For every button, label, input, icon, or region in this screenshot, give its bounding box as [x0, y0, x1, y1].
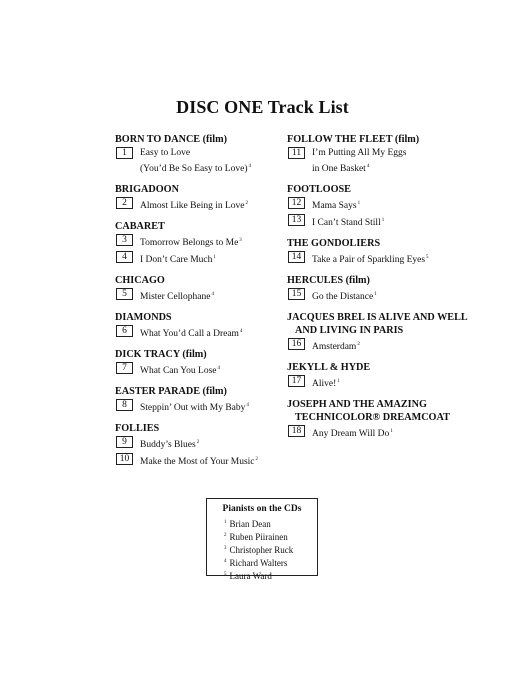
pianist-ref: 4: [239, 329, 243, 334]
track-title: [312, 197, 360, 213]
track-title-text: Alive!: [312, 379, 337, 389]
track-title-text: What You’d Call a Dream: [140, 329, 239, 339]
pianist-name: Ruben Piirainen: [229, 532, 288, 542]
track-row: [287, 425, 467, 441]
pianist-name: Brian Dean: [229, 519, 271, 529]
track-title-line: [312, 251, 429, 267]
show-title-line: CHICAGO: [115, 275, 165, 286]
track-title-line: [312, 288, 377, 304]
show-block: [115, 183, 280, 213]
show-title: [115, 385, 280, 398]
show-block: [287, 237, 467, 267]
track-number: 17: [288, 375, 305, 387]
show-title: [115, 220, 280, 233]
track-title-line: [312, 214, 384, 230]
show-title: [115, 133, 280, 146]
pianist-ref: 2: [255, 457, 259, 462]
track-title-line: [140, 362, 220, 378]
track-row: [115, 399, 280, 415]
track-title-line: [312, 338, 360, 354]
show-title: [287, 398, 467, 424]
show-title-line: CABARET: [115, 221, 165, 232]
track-title: [140, 251, 216, 267]
track-number: 12: [288, 197, 305, 209]
pianist-ref: 1: [213, 255, 216, 260]
track-title-text: What Can You Lose: [140, 366, 217, 376]
show-block: [287, 311, 467, 354]
show-title-line: AND LIVING IN PARIS: [295, 325, 404, 336]
track-title: [140, 197, 248, 213]
show-title: [287, 183, 467, 196]
track-row: [287, 375, 467, 391]
pianist-name: Richard Walters: [229, 558, 288, 568]
show-title-line: FOLLIES: [115, 423, 160, 434]
track-title: [140, 147, 251, 176]
track-title-text: Mister Cellophane: [140, 292, 211, 302]
left-column: [115, 133, 280, 476]
pianist-ref: 5: [426, 255, 429, 260]
track-title-line: [312, 375, 340, 391]
track-title-text: I Don’t Care Much: [140, 255, 213, 265]
show-title: [287, 237, 467, 250]
track-number: 3: [116, 234, 133, 246]
show-block: [115, 385, 280, 415]
pianist-ref: 3: [239, 238, 242, 243]
show-block: [115, 274, 280, 304]
track-row: [287, 251, 467, 267]
show-title-line: JEKYLL & HYDE: [287, 362, 371, 373]
show-title: [287, 133, 467, 146]
pianist-entry: [207, 569, 317, 582]
pianist-ref: 2: [245, 201, 248, 206]
show-title-line: THE GONDOLIERS: [287, 238, 381, 249]
show-title: [115, 311, 280, 324]
track-title: [140, 453, 258, 469]
pianist-ref: 2: [357, 342, 360, 347]
pianist-ref: 1: [381, 218, 385, 223]
track-title-line: [140, 251, 216, 267]
track-number: 11: [288, 147, 305, 159]
track-row: [287, 147, 467, 176]
track-number: 14: [288, 251, 305, 263]
track-title-line: [140, 288, 214, 304]
track-number: 13: [288, 214, 305, 226]
pianist-number: 5: [224, 572, 227, 577]
show-title-line: FOOTLOOSE: [287, 184, 351, 195]
track-row: [115, 362, 280, 378]
track-title-text: I Can’t Stand Still: [312, 218, 381, 228]
pianist-number: 1: [224, 520, 227, 525]
pianist-name: Laura Ward: [229, 571, 272, 581]
show-block: [287, 133, 467, 176]
track-title: [140, 234, 242, 250]
track-title: [312, 338, 360, 354]
show-title: [287, 274, 467, 287]
pianist-number: 4: [224, 559, 227, 564]
track-row: [287, 288, 467, 304]
track-title: [312, 214, 384, 230]
track-title: [140, 325, 242, 341]
pianist-number: 3: [224, 546, 227, 551]
track-row: [115, 147, 280, 176]
pianist-ref: 4: [248, 164, 251, 169]
track-number: 8: [116, 399, 133, 411]
pianist-entry: [207, 517, 317, 530]
show-title: [115, 422, 280, 435]
show-block: [115, 422, 280, 469]
show-title-line: TECHNICOLOR® DREAMCOAT: [295, 412, 450, 423]
track-title: [140, 362, 220, 378]
show-block: [115, 311, 280, 341]
pianist-entry: [207, 556, 317, 569]
show-block: [115, 348, 280, 378]
show-title: [115, 348, 280, 361]
track-number: 16: [288, 338, 305, 350]
pianist-ref: 2: [196, 440, 200, 445]
pianist-ref: 1: [390, 429, 393, 434]
show-title: [115, 183, 280, 196]
track-title-text: (You’d Be So Easy to Love): [140, 164, 248, 174]
pianist-ref: 4: [366, 164, 370, 169]
track-title-line: [312, 197, 360, 213]
track-number: 2: [116, 197, 133, 209]
track-title-text: Make the Most of Your Music: [140, 457, 255, 467]
show-block: [287, 183, 467, 230]
show-title: [287, 311, 467, 337]
track-title-line: I’m Putting All My Eggs: [312, 148, 407, 158]
track-number: 9: [116, 436, 133, 448]
pianist-entry: [207, 530, 317, 543]
track-row: [115, 251, 280, 267]
track-title-line: [312, 425, 393, 441]
show-title-line: JACQUES BREL IS ALIVE AND WELL: [287, 312, 468, 323]
track-title: [140, 399, 249, 415]
track-title-line: [140, 453, 258, 469]
track-title-line: [312, 160, 406, 176]
track-title-text: Buddy’s Blues: [140, 440, 196, 450]
track-row: [115, 197, 280, 213]
right-column: [287, 133, 467, 448]
track-number: 5: [116, 288, 133, 300]
track-row: [287, 197, 467, 213]
track-title-text: Mama Says: [312, 201, 357, 211]
show-block: [287, 398, 467, 441]
pianist-ref: 4: [217, 366, 221, 371]
pianist-entry: [207, 543, 317, 556]
track-title-line: [140, 399, 249, 415]
show-block: [287, 274, 467, 304]
show-block: [115, 220, 280, 267]
track-number: 18: [288, 425, 305, 437]
track-title-line: [140, 197, 248, 213]
show-title-line: JOSEPH AND THE AMAZING: [287, 399, 427, 410]
show-title: [287, 361, 467, 374]
track-row: [115, 453, 280, 469]
track-title-line: [140, 325, 242, 341]
track-title-line: Easy to Love: [140, 148, 191, 158]
show-title-line: DICK TRACY (film): [115, 349, 207, 360]
show-block: [287, 361, 467, 391]
track-number: 1: [116, 147, 133, 159]
show-title-line: FOLLOW THE FLEET (film): [287, 134, 420, 145]
track-title: [312, 288, 377, 304]
pianist-list: [207, 517, 317, 582]
track-number: 4: [116, 251, 133, 263]
track-title-text: in One Basket: [312, 164, 366, 174]
track-title: [140, 436, 199, 452]
pianist-ref: 1: [374, 292, 377, 297]
track-row: [115, 288, 280, 304]
track-title-text: Steppin’ Out with My Baby: [140, 403, 246, 413]
track-title: [312, 375, 340, 391]
pianist-name: Christopher Ruck: [229, 545, 294, 555]
track-title-text: Almost Like Being in Love: [140, 201, 245, 211]
show-title-line: HERCULES (film): [287, 275, 370, 286]
pianist-number: 2: [224, 533, 227, 538]
track-number: 15: [288, 288, 305, 300]
show-block: [115, 133, 280, 176]
track-row: [287, 214, 467, 230]
pianist-ref: 4: [246, 403, 249, 408]
track-number: 6: [116, 325, 133, 337]
pianist-ref: 1: [357, 201, 361, 206]
track-number: 7: [116, 362, 133, 374]
show-title-line: BRIGADOON: [115, 184, 179, 195]
show-title-line: BORN TO DANCE (film): [115, 134, 227, 145]
track-title-line: [140, 234, 242, 250]
track-title: [140, 288, 214, 304]
track-title-text: Any Dream Will Do: [312, 429, 390, 439]
track-row: [287, 338, 467, 354]
page-title: DISC ONE Track List: [176, 97, 349, 117]
track-title-text: Take a Pair of Sparkling Eyes: [312, 255, 426, 265]
track-title-text: Amsterdam: [312, 342, 357, 352]
track-title-line: [140, 436, 199, 452]
track-row: [115, 436, 280, 452]
show-title: [115, 274, 280, 287]
track-title-line: [140, 160, 251, 176]
track-title: [312, 147, 406, 176]
track-title-text: Tomorrow Belongs to Me: [140, 238, 239, 248]
track-title: [312, 425, 393, 441]
track-row: [115, 325, 280, 341]
show-title-line: EASTER PARADE (film): [115, 386, 227, 397]
track-title-text: Go the Distance: [312, 292, 374, 302]
pianist-ref: 4: [211, 292, 214, 297]
track-row: [115, 234, 280, 250]
track-title: [312, 251, 429, 267]
show-title-line: DIAMONDS: [115, 312, 172, 323]
pianist-ref: 1: [337, 379, 340, 384]
pianists-title: Pianists on the CDs: [222, 504, 302, 514]
pianists-box: [206, 498, 318, 581]
track-number: 10: [116, 453, 133, 465]
